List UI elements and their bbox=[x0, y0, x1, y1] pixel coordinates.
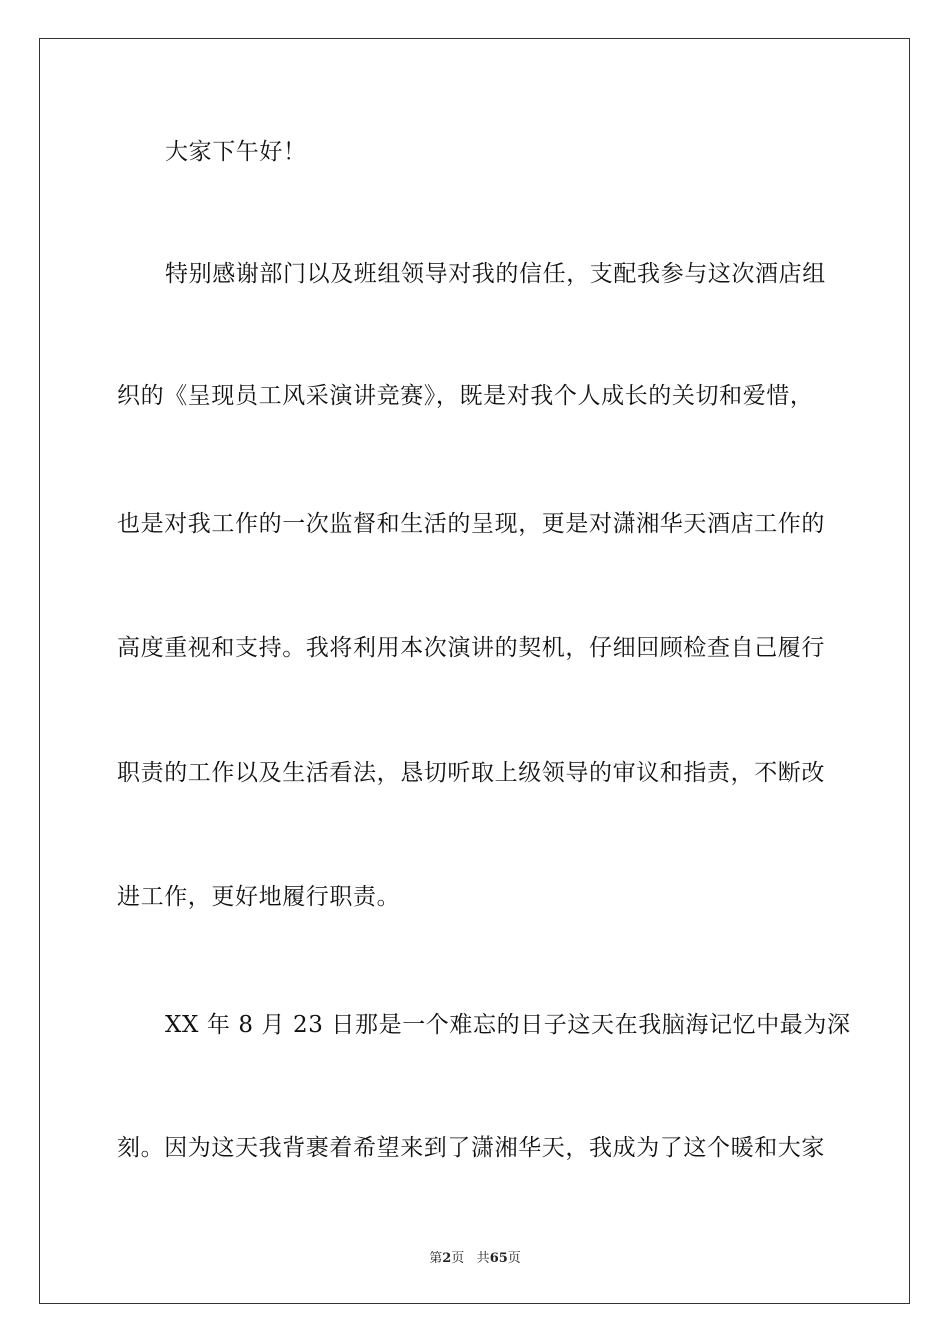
paragraph-line: XX 年 8 月 23 日那是一个难忘的日子这天在我脑海记忆中最为深 bbox=[165, 1012, 851, 1038]
page-suffix: 页 bbox=[451, 1251, 465, 1266]
paragraph-line: 高度重视和支持。我将利用本次演讲的契机，仔细回顾检查自己履行 bbox=[117, 635, 825, 661]
paragraph-line: 进工作，更好地履行职责。 bbox=[117, 884, 401, 910]
page-number: 2 bbox=[442, 1251, 452, 1266]
paragraph-line: 刻。因为这天我背裹着希望来到了潇湘华天，我成为了这个暖和大家 bbox=[117, 1135, 825, 1161]
total-suffix: 页 bbox=[507, 1251, 521, 1266]
page-footer bbox=[0, 1247, 950, 1266]
paragraph-line: 也是对我工作的一次监督和生活的呈现，更是对潇湘华天酒店工作的 bbox=[117, 511, 825, 537]
paragraph-line: 职责的工作以及生活看法，恳切听取上级领导的审议和指责，不断改 bbox=[117, 760, 825, 786]
total-pages: 65 bbox=[489, 1251, 508, 1266]
greeting-line: 大家下午好！ bbox=[165, 139, 307, 165]
page-prefix: 第 bbox=[429, 1251, 443, 1266]
paragraph-line: 特别感谢部门以及班组领导对我的信任，支配我参与这次酒店组 bbox=[165, 261, 826, 287]
total-prefix: 共 bbox=[476, 1251, 490, 1266]
paragraph-line: 织的《呈现员工风采演讲竞赛》，既是对我个人成长的关切和爱惜， bbox=[117, 383, 814, 409]
page-border bbox=[39, 38, 910, 1304]
